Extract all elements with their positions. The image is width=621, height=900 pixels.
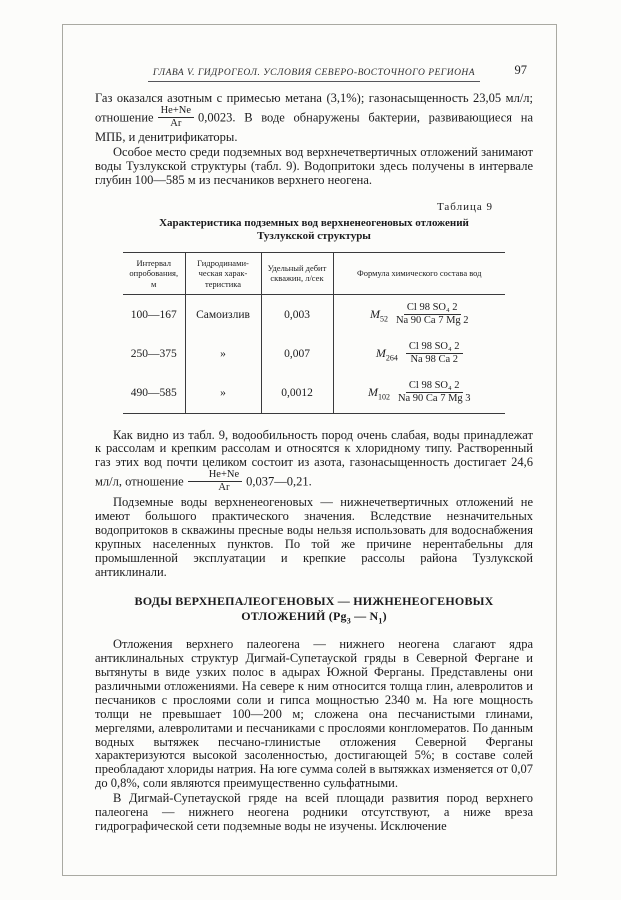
cell-regime: Самоизлив xyxy=(185,295,261,335)
table-row xyxy=(123,295,505,335)
he-ne-ar-fraction xyxy=(188,469,242,494)
text-segment: Как видно из табл. 9, водообильность пород очень слабая, воды принадлежат к рассолам и крепким рассолам и относятся к хлоридному типу. Растворенный газ этих вод почти целиком состоит из азота, газонасыщенность достигает 24,6 мл/л, отношение xyxy=(95,427,533,489)
table-row xyxy=(123,334,505,373)
cell-debit: 0,0012 xyxy=(261,373,333,413)
table-9 xyxy=(123,252,505,414)
paragraph-digmai-ridge: В Дигмай-Супетауской гряде на всей площади развития пород верхнего палеогена — нижнего неогена родники отсутствуют, а ниже вреза гидрографической сети подземные воды не изучены. Исключение xyxy=(95,791,533,833)
fraction-denominator: Ar xyxy=(170,117,182,129)
kurlov-formula xyxy=(368,380,471,405)
pg-subscript: 3 xyxy=(346,616,351,626)
paragraph-gas-composition xyxy=(95,92,533,145)
text-segment: 0,037—0,21. xyxy=(246,474,312,489)
cell-debit: 0,003 xyxy=(261,295,333,335)
page-content xyxy=(95,62,533,835)
cations: Na 90 Ca 7 Mg 3 xyxy=(397,393,471,405)
column-header-formula: Формула химического состава вод xyxy=(333,252,505,295)
ion-fraction xyxy=(396,302,469,327)
chapter-running-title: ГЛАВА V. ГИДРОГЕОЛ. УСЛОВИЯ СЕВЕРО-ВОСТОЧНОГО РЕГИОНА xyxy=(148,68,480,82)
cell-interval: 100—167 xyxy=(130,308,177,321)
text-segment: 0,0023. В воде обнаружены бактерии, развивающиеся на МПБ, и денитрификаторы. xyxy=(95,110,533,145)
table-title-line-1: Характеристика подземных вод верхненеогеновых отложений xyxy=(159,216,469,229)
table-title-line-2: Тузлукской структуры xyxy=(257,230,371,243)
m-subscript: 52 xyxy=(379,313,388,323)
cell-interval: 490—585 xyxy=(130,386,177,399)
table-title xyxy=(95,217,533,244)
kurlov-formula xyxy=(376,341,463,366)
paragraph-table-conclusions xyxy=(95,429,533,496)
table-row xyxy=(123,373,505,413)
heading-text: ) xyxy=(382,609,387,624)
table-9-block xyxy=(95,201,533,414)
cell-debit: 0,007 xyxy=(261,334,333,373)
fraction-numerator: He+Ne xyxy=(188,469,242,482)
m-letter: M xyxy=(369,306,380,321)
n-subscript: 1 xyxy=(378,616,383,626)
m-subscript: 264 xyxy=(385,353,398,363)
anions: Cl 98 SO₄ 2 xyxy=(406,341,463,354)
cell-interval: 250—375 xyxy=(130,347,177,360)
heading-text: ОТЛОЖЕНИЙ (Pg xyxy=(241,609,347,624)
cell-formula xyxy=(333,295,505,335)
table-body xyxy=(123,295,505,413)
running-header xyxy=(95,62,533,82)
heading-line-2 xyxy=(241,609,387,626)
paragraph-tuzluk-structure: Особое место среди подземных вод верхнечетвертичных отложений занимают воды Тузлукской структуры (табл. 9). Водопритоки здесь получены в интервале глубин 100—585 м из песчаников верхнего неогена. xyxy=(95,144,533,187)
cell-formula xyxy=(333,334,505,373)
column-header-interval: Интервал опробования, м xyxy=(123,252,185,295)
anions: Cl 98 SO₄ 2 xyxy=(406,380,463,393)
cell-formula xyxy=(333,373,505,413)
he-ne-ar-fraction xyxy=(158,105,194,130)
table-header xyxy=(123,252,505,295)
column-header-debit: Удельный дебит скважин, л/сек xyxy=(261,252,333,295)
section-heading xyxy=(95,594,533,629)
fraction-numerator: He+Ne xyxy=(158,105,194,118)
heading-text: — N xyxy=(350,609,379,624)
ion-fraction xyxy=(398,380,471,405)
cell-regime: » xyxy=(185,373,261,413)
mineralization-symbol xyxy=(376,346,398,362)
m-subscript: 102 xyxy=(377,392,390,402)
table-caption: Таблица 9 xyxy=(436,200,493,213)
text-segment: Газ оказался азотным с примесью метана (3,1%); газонасыщенность 23,05 мл/л; отношение xyxy=(95,91,533,125)
fraction-denominator: Ar xyxy=(218,482,230,494)
paragraph-practical-value: Подземные воды верхненеогеновых — нижнечетвертичных отложений не имеют большого практического значения. Вследствие незначительных водопритоков в скважины пресные воды нельзя использовать для водоснабжения крупных населенных пунктов. По той же причине нерентабельны для промышленной эксплуатации и крепкие рассолы района Тузлукской антиклинали. xyxy=(95,495,533,579)
page-number: 97 xyxy=(514,63,527,77)
column-header-hydrodynamic: Гидродинамическая характеристика xyxy=(185,252,261,295)
cations: Na 98 Ca 2 xyxy=(410,354,459,366)
paragraph-paleogene-deposits: Отложения верхнего палеогена — нижнего неогена слагают ядра антиклинальных структур Дигмай-Супетауской гряды в Северной Фергане и вытянуты в виде узких полос в адырах Южной Ферганы. Представлены они различными отложениями. На севере к ним относится толща глин, алевролитов и песчаников с прослоями соли и гипса мощностью 2340 м. На юге мощность толщи не превышает 100—200 м; сложена она песчанистыми глинами, мергелями, алевролитами и песчаниками с прослоями конгломератов. По данным водных вытяжек песчано-глинистые отложения Северной Ферганы характеризуются высокой засоленностью, достигающей 5%; в составе солей преобладают хлориды натрия. На юге сумма солей в вытяжках изменяется от 0,07 до 0,8%, соли являются преимущественно сульфатными. xyxy=(95,637,533,791)
m-letter: M xyxy=(367,384,378,399)
m-letter: M xyxy=(375,345,386,360)
heading-line-1: ВОДЫ ВЕРХНЕПАЛЕОГЕНОВЫХ — НИЖНЕНЕОГЕНОВЫХ xyxy=(134,593,494,608)
table-header-row xyxy=(123,252,505,295)
cell-regime: » xyxy=(185,334,261,373)
mineralization-symbol xyxy=(370,307,388,323)
ion-fraction xyxy=(406,341,463,366)
mineralization-symbol xyxy=(368,385,390,401)
kurlov-formula xyxy=(370,302,469,327)
anions: Cl 98 SO₄ 2 xyxy=(404,302,461,315)
cations: Na 90 Ca 7 Mg 2 xyxy=(395,315,469,327)
